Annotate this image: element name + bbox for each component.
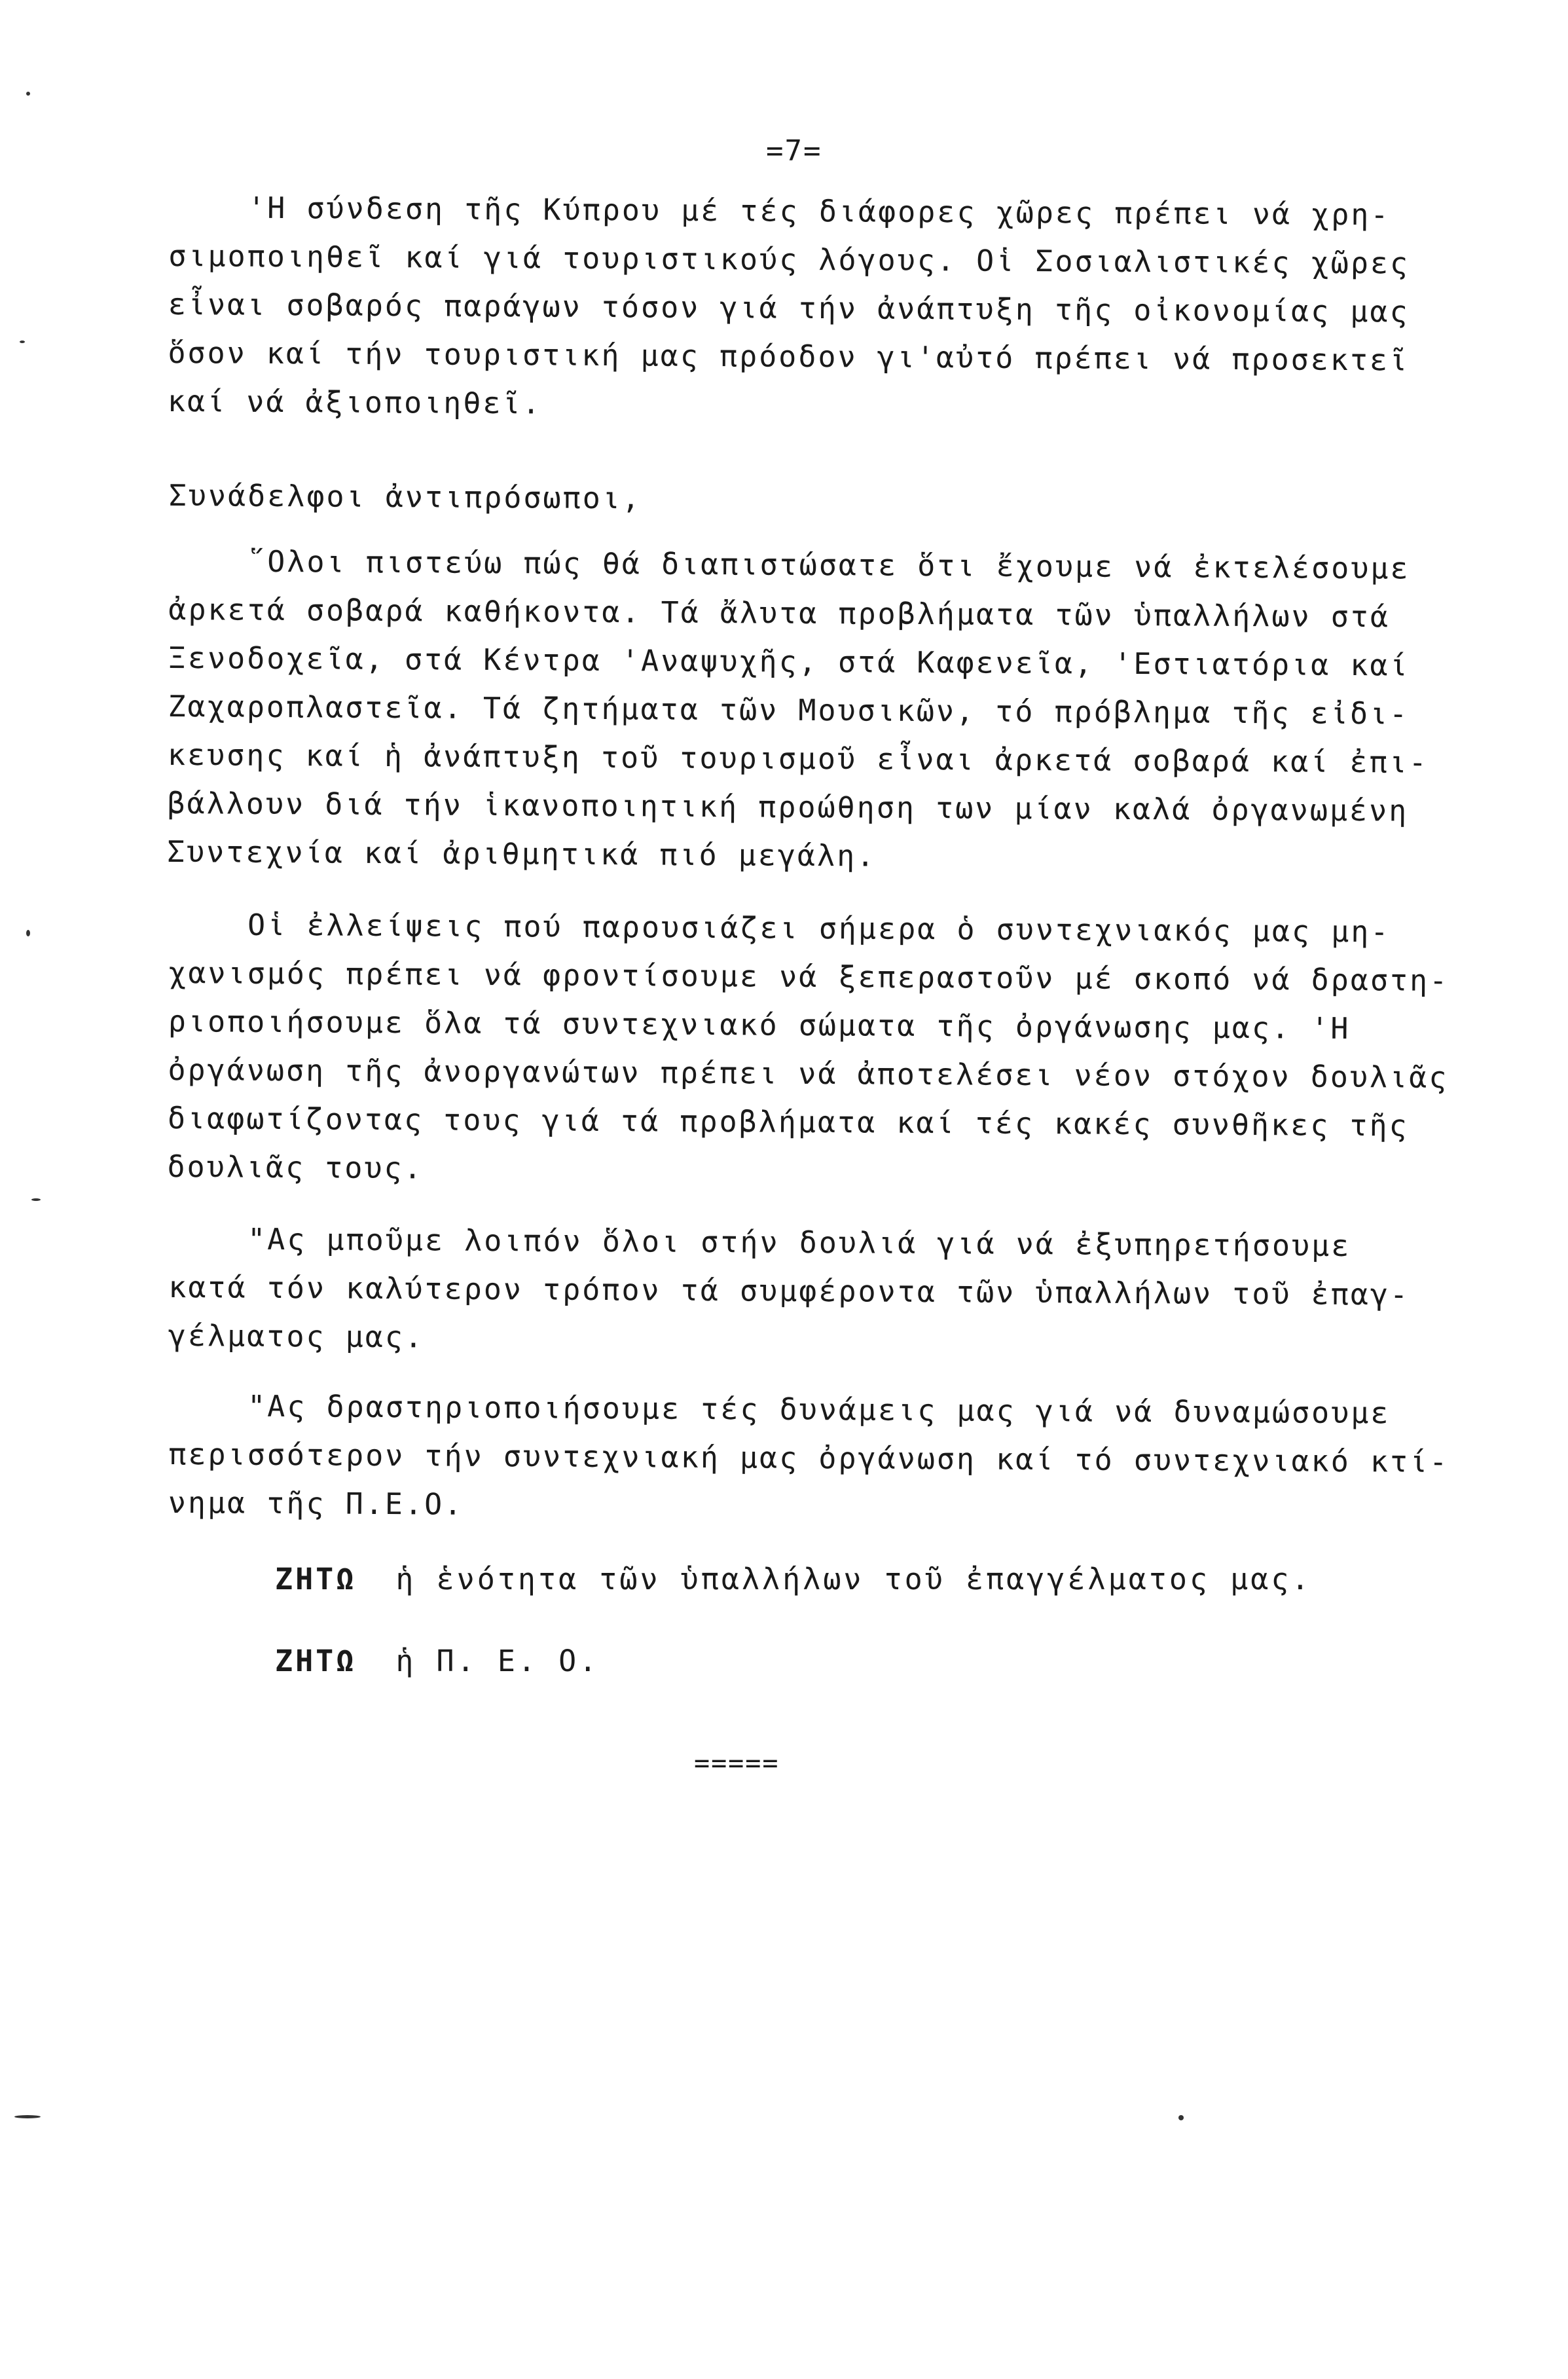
slogan-word: ΖΗΤΩ (275, 1562, 357, 1596)
scan-speck (1178, 2115, 1184, 2120)
end-mark: ===== (694, 1748, 780, 1779)
paragraph-call-to-work: "Ας μποῦμε λοιπόν ὅλοι στήν δουλιά γιά νά ἐξυπηρετήσουμε κατά τόν καλύτερον τρόπον τά συμφέροντα τῶν ὑπαλλήλων τοῦ ἐπαγ- γέλματος μας. (168, 1221, 1410, 1355)
slogan-peo (275, 1644, 599, 1678)
scan-speck (26, 930, 30, 936)
page-number: =7= (766, 134, 822, 168)
paragraph-union-mechanism: Οἱ ἐλλείψεις πού παρουσιάζει σήμερα ὁ συντεχνιακός μας μη- χανισμός πρέπει νά φροντίσουμε νά ξεπεραστοῦν μέ σκοπό νά δραστη- ριοποιήσουμε ὅλα τά συντεχνιακό σώματα τῆς ὀργάνωσης μας. 'Η ὀργάνωση τῆς ἀνοργανώτων πρέπει νά ἀποτελέσει νέον στόχον δουλιᾶς διαφωτίζοντας τους γιά τά προβλήματα καί τές κακές συνθῆκες τῆς δουλιᾶς τους. (167, 906, 1449, 1186)
paragraph-tourism-cyprus: 'Η σύνδεση τῆς Κύπρου μέ τές διάφορες χῶρες πρέπει νά χρη- σιμοποιηθεῖ καί γιά τουριστικούς λόγους. Οἱ Σοσιαλιστικές χῶρες εἶναι σοβαρός παράγων τόσον γιά τήν ἀνάπτυξη τῆς οἰκονομίας μας ὅσον καί τήν τουριστική μας πρόοδον γι'αὐτό πρέπει νά προσεκτεῖ καί νά ἀξιοποιηθεῖ. (167, 189, 1410, 421)
slogan-unity (275, 1562, 1312, 1596)
scan-speck (31, 1198, 41, 1201)
scan-speck (20, 341, 25, 343)
paragraph-strengthen-union: "Ας δραστηριοποιήσουμε τές δυνάμεις μας γιά νά δυναμώσουμε περισσότερον τήν συντεχνιακή μας ὀργάνωση καί τό συντεχνιακό κτί- νημα τῆς Π.Ε.Ο. (168, 1388, 1449, 1522)
slogan-text: ἡ ἑνότητα τῶν ὑπαλλήλων τοῦ ἐπαγγέλματος μας. (395, 1562, 1312, 1596)
scan-speck (26, 92, 30, 96)
slogan-text: ἡ Π. Ε. Ο. (395, 1644, 600, 1678)
slogan-word: ΖΗΤΩ (275, 1644, 357, 1678)
salutation: Συνάδελφοι ἀντιπρόσωποι, (168, 477, 642, 516)
scan-speck (14, 2115, 41, 2118)
paragraph-duties: ῞Ολοι πιστεύω πώς θά διαπιστώσατε ὅτι ἔχουμε νά ἐκτελέσουμε ἀρκετά σοβαρά καθήκοντα. Τά ἄλυτα προβλήματα τῶν ὑπαλλήλων στά Ξενοδοχεῖα, στά Κέντρα 'Αναψυχῆς, στά Καφενεῖα, 'Εστιατόρια καί Ζαχαροπλαστεῖα. Τά ζητήματα τῶν Μουσικῶν, τό πρόβλημα τῆς εἰδι- κευσης καί ἡ ἀνάπτυξη τοῦ τουρισμοῦ εἶναι ἀρκετά σοβαρά καί ἐπι- βάλλουν διά τήν ἱκανοποιητική προώθηση των μίαν καλά ὀργανωμένη Συντεχνία καί ἀριθμητικά πιό μεγάλη. (166, 543, 1429, 874)
